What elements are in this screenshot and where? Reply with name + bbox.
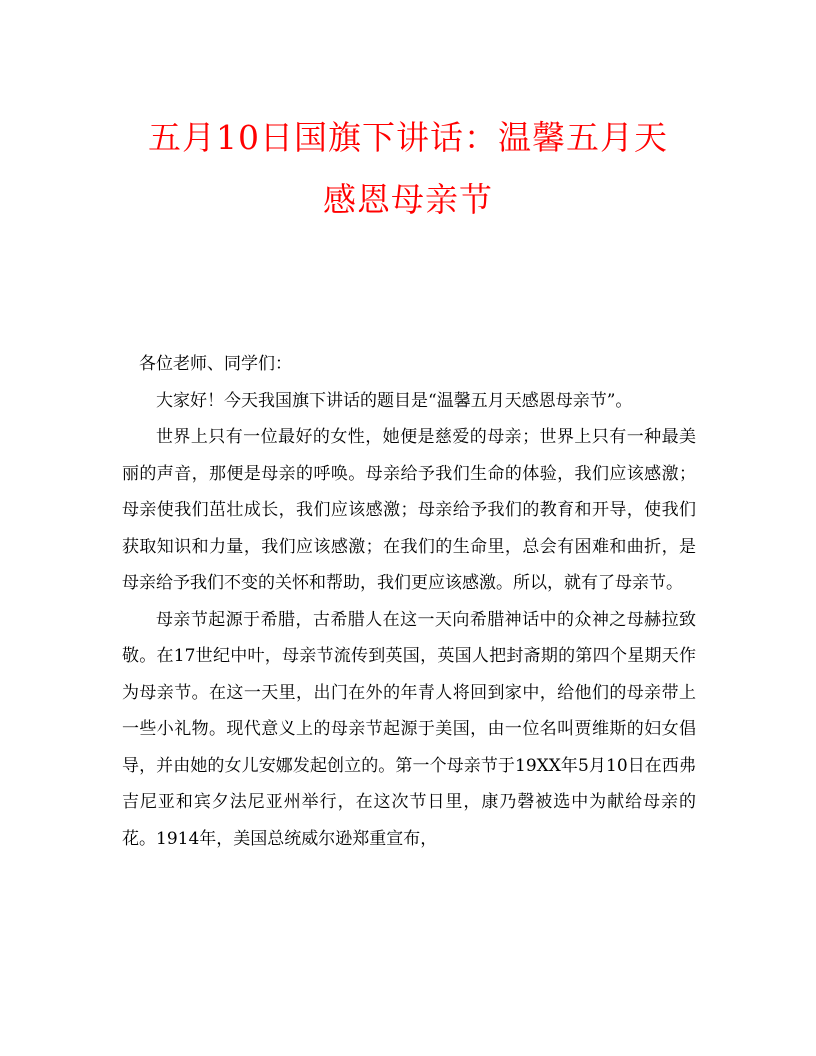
paragraph-greeting: 大家好！今天我国旗下讲话的题目是“温馨五月天感恩母亲节”。 xyxy=(156,390,633,411)
paragraph-history: 母亲节起源于希腊，古希腊人在这一天向希腊神话中的众神之母赫拉致敬。在17世纪中叶，母亲节流传到英国，英国人把封斋期的第四个星期天作为母亲节。在这一天里，出门在外的年青人将回到家中，给他们的母亲带上一些小礼物。现代意义上的母亲节起源于美国，由一位名叫贾维斯的妇女倡导，并由她的女儿安娜发起创立的。第一个母亲节于19XX年5月10日在西弗吉尼亚和宾夕法尼亚州举行，在这次节日里，康乃磬被选中为献给母亲的花。1914年，美国总统威尔逊郑重宣布， xyxy=(122,609,696,849)
speech-body xyxy=(122,346,696,857)
paragraph-gratitude: 世界上只有一位最好的女性，她便是慈爱的母亲；世界上只有一种最美丽的声音，那便是母亲的呼唤。母亲给予我们生命的体验，我们应该感激；母亲使我们茁壮成长，我们应该感激；母亲给予我们的教育和开导，使我们获取知识和力量，我们应该感激；在我们的生命里，总会有困难和曲折，是母亲给予我们不变的关怀和帮助，我们更应该感激。所以，就有了母亲节。 xyxy=(122,427,696,593)
title-line-2: 感恩母亲节 xyxy=(323,180,493,219)
title-line-1: 五月10日国旗下讲话：温馨五月天 xyxy=(148,118,668,157)
salutation: 各位老师、同学们： xyxy=(139,354,292,374)
